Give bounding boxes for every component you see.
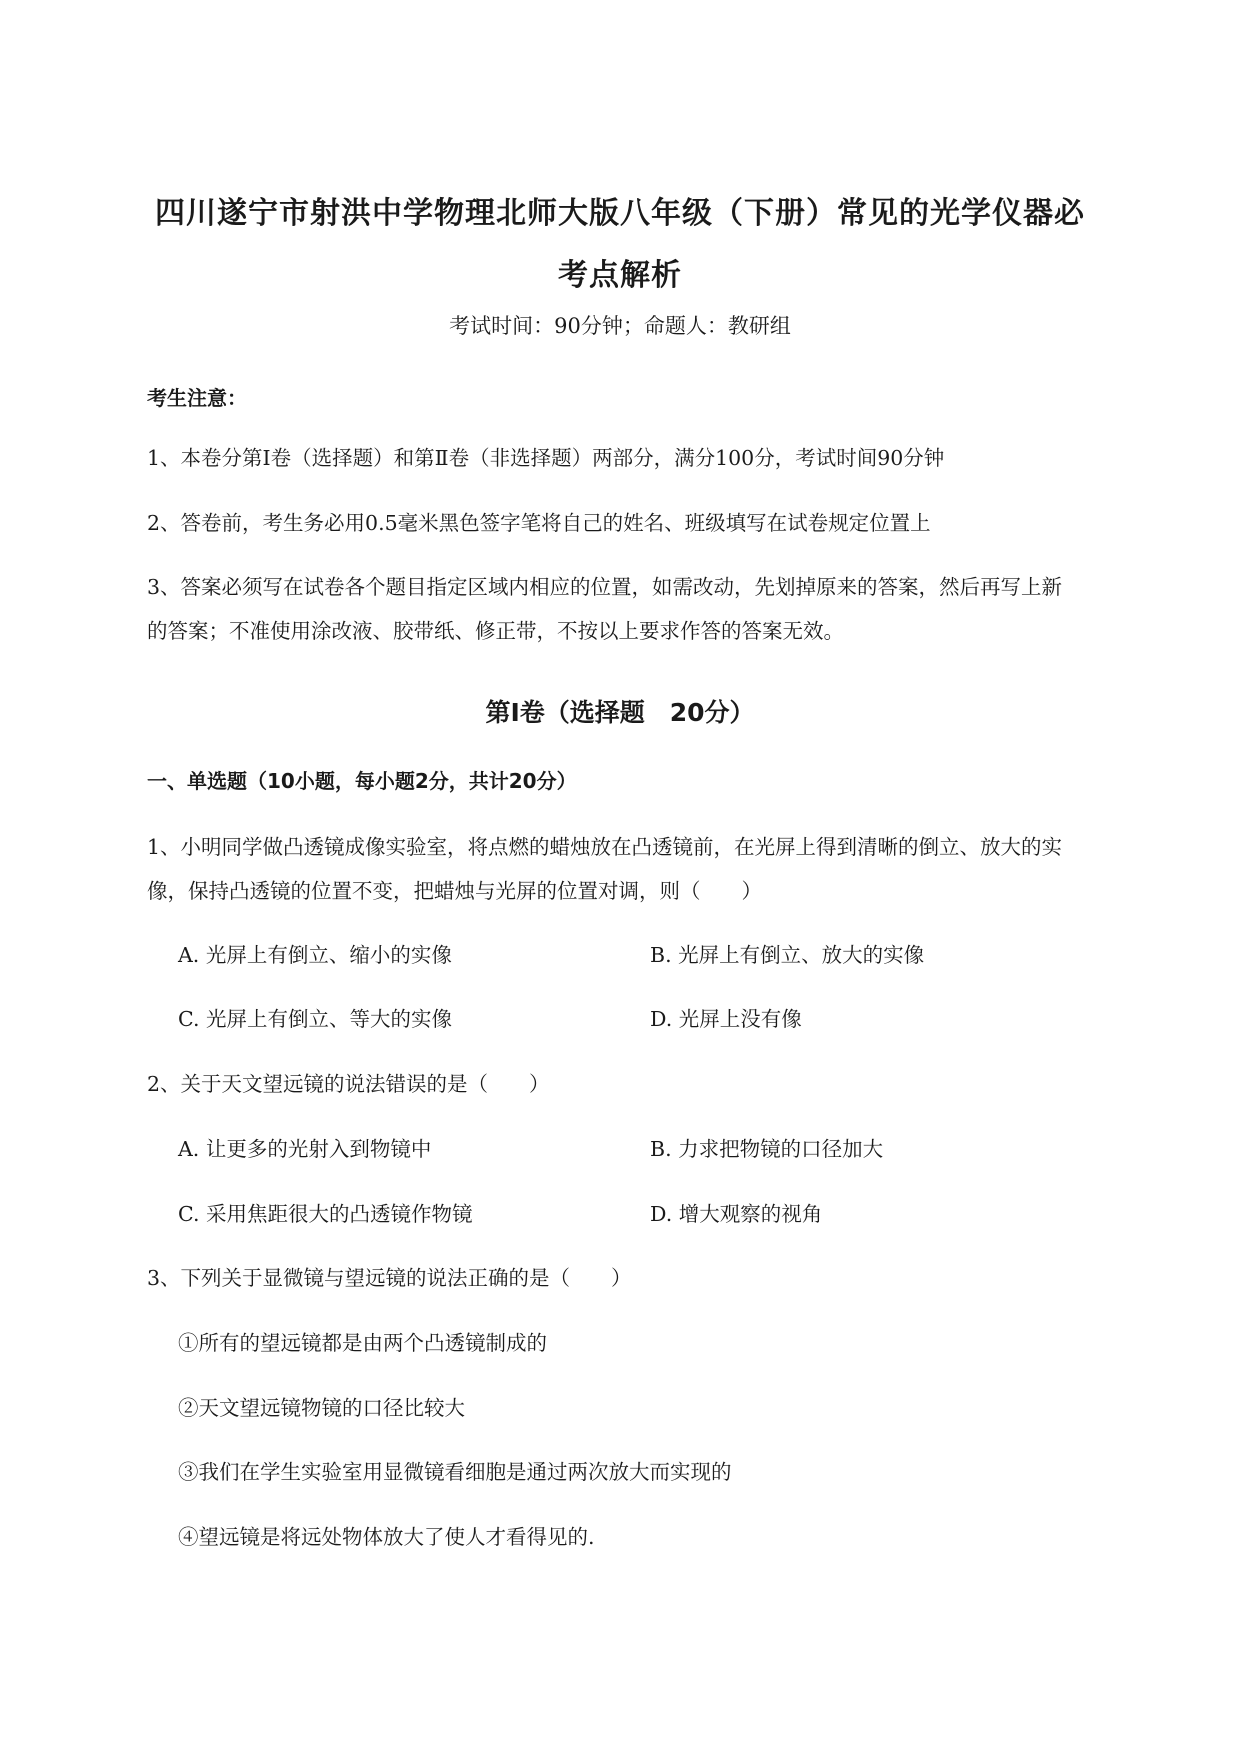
question-3-stem: 3、下列关于显微镜与望远镜的说法正确的是（ ） — [147, 1266, 632, 1290]
question-3-statement-4: ④望远镜是将远处物体放大了使人才看得见的. — [178, 1525, 595, 1549]
question-1-option-b[interactable]: B. 光屏上有倒立、放大的实像 — [650, 943, 925, 967]
question-2-stem: 2、关于天文望远镜的说法错误的是（ ） — [147, 1072, 550, 1096]
notice-item-3: 3、答案必须写在试卷各个题目指定区域内相应的位置，如需改动，先划掉原来的答案，然后再写上新 — [147, 575, 1063, 599]
question-3-statement-1: ①所有的望远镜都是由两个凸透镜制成的 — [178, 1331, 547, 1355]
page-title-line-1: 四川遂宁市射洪中学物理北师大版八年级（下册）常见的光学仪器必 — [155, 196, 1085, 231]
exam-info: 考试时间：90分钟；命题人：教研组 — [449, 314, 791, 338]
page-title-line-2: 考点解析 — [558, 258, 682, 293]
question-1-stem: 1、小明同学做凸透镜成像实验室，将点燃的蜡烛放在凸透镜前，在光屏上得到清晰的倒立、放大的实 — [147, 835, 1063, 859]
question-2-option-a[interactable]: A. 让更多的光射入到物镜中 — [178, 1137, 432, 1161]
notice-item-1: 1、本卷分第Ⅰ卷（选择题）和第Ⅱ卷（非选择题）两部分，满分100分，考试时间90分钟 — [147, 446, 945, 470]
question-2-option-c[interactable]: C. 采用焦距很大的凸透镜作物镜 — [178, 1202, 473, 1226]
question-1-option-d[interactable]: D. 光屏上没有像 — [650, 1007, 802, 1031]
question-1-option-a[interactable]: A. 光屏上有倒立、缩小的实像 — [178, 943, 452, 967]
notice-item-2: 2、答卷前，考生务必用0.5毫米黑色签字笔将自己的姓名、班级填写在试卷规定位置上 — [147, 511, 931, 535]
notice-item-3-continued: 的答案；不准使用涂改液、胶带纸、修正带，不按以上要求作答的答案无效。 — [147, 619, 844, 643]
part-heading: 一、单选题（10小题，每小题2分，共计20分） — [147, 769, 577, 793]
question-3-statement-3: ③我们在学生实验室用显微镜看细胞是通过两次放大而实现的 — [178, 1460, 732, 1484]
notice-heading: 考生注意： — [147, 386, 247, 410]
question-1-option-c[interactable]: C. 光屏上有倒立、等大的实像 — [178, 1007, 452, 1031]
question-3-statement-2: ②天文望远镜物镜的口径比较大 — [178, 1396, 465, 1420]
section-title: 第Ⅰ卷（选择题 20分） — [485, 698, 755, 727]
question-2-option-d[interactable]: D. 增大观察的视角 — [650, 1202, 823, 1226]
question-2-option-b[interactable]: B. 力求把物镜的口径加大 — [650, 1137, 884, 1161]
question-1-stem-continued: 像，保持凸透镜的位置不变，把蜡烛与光屏的位置对调，则（ ） — [147, 879, 762, 903]
